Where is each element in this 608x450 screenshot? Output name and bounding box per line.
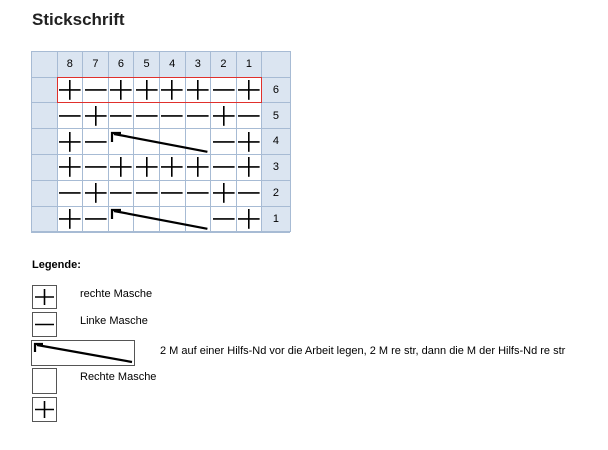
grid-line (31, 180, 290, 181)
cable-arrow-icon (108, 129, 210, 155)
row-number: 5 (272, 109, 279, 122)
plus-icon (108, 77, 134, 103)
column-number: 6 (117, 58, 125, 70)
minus-icon (159, 180, 185, 206)
minus-icon (108, 103, 134, 129)
chart-cell (57, 103, 83, 129)
minus-icon (211, 154, 237, 180)
chart-cell (211, 77, 237, 103)
plus-icon (134, 154, 160, 180)
row-number: 6 (272, 83, 279, 96)
minus-icon (33, 313, 56, 336)
minus-icon (57, 103, 83, 129)
column-number: 2 (220, 58, 227, 70)
chart-cell (57, 154, 83, 180)
plus-icon (185, 77, 211, 103)
legend-label: 2 M auf einer Hilfs-Nd vor die Arbeit legen, 2 M re str, dann die M der Hilfs-Nd re str (160, 345, 566, 357)
chart-cell (108, 77, 134, 103)
plus-icon (159, 154, 185, 180)
plus-icon (185, 154, 211, 180)
chart-cell (236, 103, 262, 129)
plus-icon (83, 103, 109, 129)
plus-icon (33, 286, 56, 308)
chart-cell (134, 103, 160, 129)
chart-cell (211, 154, 237, 180)
chart-cell (159, 180, 185, 206)
minus-icon (134, 180, 160, 206)
chart-cell (211, 103, 237, 129)
chart-cell (83, 154, 109, 180)
plus-icon (83, 180, 109, 206)
minus-icon (236, 180, 262, 206)
grid-line (31, 51, 290, 52)
chart-cell (159, 103, 185, 129)
plus-icon (211, 103, 237, 129)
chart-cell (83, 77, 109, 103)
plus-icon (211, 180, 237, 206)
chart-cell (185, 180, 211, 206)
grid-line (31, 77, 290, 78)
plus-icon (159, 77, 185, 103)
chart-cell (83, 180, 109, 206)
legend-title: Legende: (32, 259, 81, 271)
legend-symbol-box (31, 340, 135, 366)
chart-cell (108, 154, 134, 180)
legend-symbol-box (32, 285, 57, 309)
chart-cell (211, 180, 237, 206)
chart-cell (134, 180, 160, 206)
chart-cell (211, 129, 237, 155)
chart-cell (185, 154, 211, 180)
chart-cell (57, 77, 83, 103)
chart-cell (108, 180, 134, 206)
row-number: 4 (272, 135, 279, 148)
chart-cell (108, 103, 134, 129)
plus-icon (57, 206, 83, 232)
row-number: 2 (272, 187, 279, 200)
cable-arrow-icon (108, 206, 210, 232)
legend-symbol-box (32, 312, 57, 337)
chart-cell (83, 129, 109, 155)
chart-cell (236, 129, 262, 155)
plus-icon (57, 154, 83, 180)
chart-title: Stickschrift (32, 10, 125, 29)
minus-icon (185, 180, 211, 206)
minus-icon (211, 129, 237, 155)
plus-icon (236, 206, 262, 232)
minus-icon (57, 180, 83, 206)
minus-icon (185, 103, 211, 129)
plus-icon (134, 77, 160, 103)
chart-cell (83, 206, 109, 232)
chart-cell (57, 129, 83, 155)
minus-icon (211, 77, 237, 103)
chart-cell (236, 206, 262, 232)
row-number: 3 (272, 161, 279, 174)
plus-icon (236, 129, 262, 155)
legend-symbol-box (32, 368, 57, 394)
minus-icon (83, 154, 109, 180)
minus-icon (83, 129, 109, 155)
legend-label: Rechte Masche (80, 371, 157, 383)
cable-arrow-icon (32, 341, 134, 365)
minus-icon (236, 103, 262, 129)
minus-icon (83, 206, 109, 232)
column-number: 7 (92, 58, 99, 70)
minus-icon (83, 77, 109, 103)
row-number: 1 (272, 212, 279, 225)
plus-icon (108, 154, 134, 180)
chart-cell (159, 154, 185, 180)
grid-line (31, 102, 290, 103)
minus-icon (211, 206, 237, 232)
minus-icon (134, 103, 160, 129)
minus-icon (159, 103, 185, 129)
legend-label: Linke Masche (80, 315, 148, 327)
column-number: 3 (194, 58, 201, 70)
column-number: 4 (169, 58, 176, 70)
chart-cell (236, 77, 262, 103)
chart-cell (185, 103, 211, 129)
column-number: 8 (66, 58, 73, 70)
column-number: 5 (143, 58, 150, 70)
chart-cell (236, 180, 262, 206)
column-number: 1 (245, 58, 253, 70)
plus-icon (57, 77, 83, 103)
chart-cell (236, 154, 262, 180)
chart-cell (57, 206, 83, 232)
legend-label: rechte Masche (80, 288, 153, 300)
plus-icon (33, 398, 56, 421)
chart-cell (57, 180, 83, 206)
plus-icon (236, 154, 262, 180)
minus-icon (108, 180, 134, 206)
legend-symbol-box (32, 397, 57, 422)
chart-cell (185, 77, 211, 103)
chart-cell (159, 77, 185, 103)
plus-icon (57, 129, 83, 155)
chart-cell (211, 206, 237, 232)
chart-cell (134, 154, 160, 180)
knitting-chart (31, 51, 290, 232)
plus-icon (236, 77, 262, 103)
chart-cell (134, 77, 160, 103)
chart-cell (83, 103, 109, 129)
